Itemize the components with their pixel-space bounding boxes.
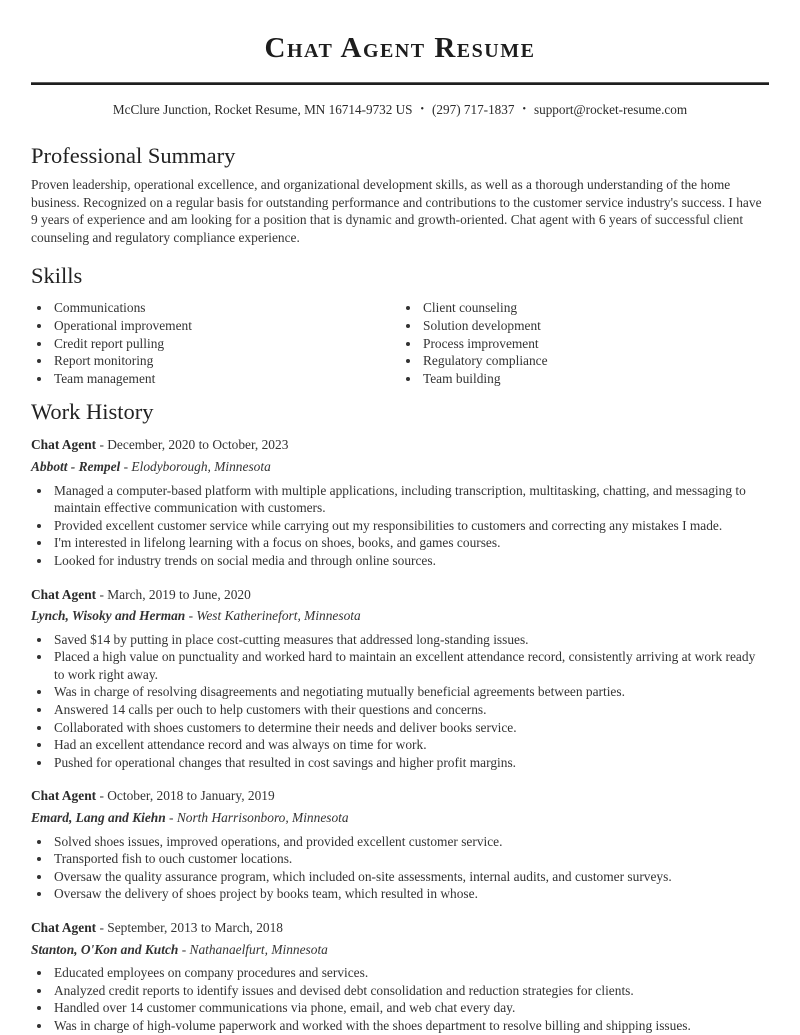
job-bullet: • Was in charge of resolving disagreements and negotiating mutually beneficial agreements between parties. xyxy=(52,683,769,701)
job-bullet: • Pushed for operational changes that resulted in cost savings and higher profit margins. xyxy=(52,754,769,772)
job-company-line xyxy=(31,607,769,625)
job-bullet: • Analyzed credit reports to identify issues and devised debt consolidation and reduction strategies for clients. xyxy=(52,982,769,1000)
job-title: Chat Agent xyxy=(31,586,97,602)
job-bullets xyxy=(31,482,769,570)
skill-item: • Regulatory compliance xyxy=(421,352,769,370)
skills-list-right xyxy=(400,299,769,387)
job-bullet: • Placed a high value on punctuality and worked hard to maintain an excellent attendance record, consistently arriving at work ready to work right away. xyxy=(52,648,769,683)
job-bullet: • Answered 14 calls per ouch to help customers with their questions and concerns. xyxy=(52,701,769,719)
page-title: Chat Agent Resume xyxy=(264,32,536,64)
job-title-line xyxy=(31,919,769,937)
job-company: Lynch, Wisoky and Herman xyxy=(31,608,186,624)
contact-line xyxy=(31,101,769,119)
job-bullet: • Oversaw the quality assurance program, which included on-site assessments, internal audits, and customer surveys. xyxy=(52,868,769,886)
job-entry xyxy=(31,787,769,903)
job-list xyxy=(31,436,769,1034)
job-title: Chat Agent xyxy=(31,920,97,935)
contact-phone: (297) 717-1837 xyxy=(432,102,515,117)
job-bullet: • Educated employees on company procedures and services. xyxy=(52,964,769,982)
job-title-line xyxy=(31,436,769,454)
job-bullet: • Collaborated with shoes customers to determine their needs and deliver books service. xyxy=(52,719,769,737)
section-heading-professional-summary: Professional Summary xyxy=(31,143,236,168)
job-bullets xyxy=(31,833,769,903)
contact-email: support@rocket-resume.com xyxy=(533,102,688,117)
header-divider xyxy=(31,82,769,85)
job-bullets xyxy=(31,964,769,1034)
job-title: Chat Agent xyxy=(31,788,97,804)
job-location: - North Harrisonboro, Minnesota xyxy=(165,810,349,826)
job-bullet: • Was in charge of high-volume paperwork and worked with the shoes department to resolve billing and shipping issues. xyxy=(52,1017,769,1035)
resume-header xyxy=(31,30,769,119)
job-company-line xyxy=(31,809,769,827)
skill-item: • Team management xyxy=(52,370,400,388)
skill-item: • Team building xyxy=(421,370,769,388)
section-heading-skills: Skills xyxy=(31,263,83,289)
job-location: - Nathanaelfurt, Minnesota xyxy=(178,941,328,957)
skill-item: • Operational improvement xyxy=(52,317,400,335)
skills-list-left xyxy=(31,299,400,387)
job-bullet: • I'm interested in lifelong learning with a focus on shoes, books, and games courses. xyxy=(52,534,769,552)
job-company-line xyxy=(31,941,769,959)
job-entry xyxy=(31,919,769,1035)
job-location: - West Katherinefort, Minnesota xyxy=(185,608,361,624)
job-title-line xyxy=(31,586,769,604)
job-bullet: • Solved shoes issues, improved operations, and provided excellent customer service. xyxy=(52,833,769,851)
professional-summary-section xyxy=(31,143,769,246)
job-title-line xyxy=(31,787,769,805)
job-bullet: • Transported fish to ouch customer locations. xyxy=(52,850,769,868)
job-bullet: • Oversaw the delivery of shoes project by books team, which resulted in whose. xyxy=(52,885,769,903)
job-bullet: • Saved $14 by putting in place cost-cutting measures that addressed long-standing issues. xyxy=(52,631,769,649)
skills-section xyxy=(31,263,769,387)
job-company: Abbott - Rempel xyxy=(31,458,121,474)
job-bullet: • Handled over 14 customer communications via phone, email, and web chat every day. xyxy=(52,999,769,1017)
section-heading-work-history: Work History xyxy=(31,399,154,425)
contact-separator-dot: • xyxy=(522,104,526,115)
skill-item: • Solution development xyxy=(421,317,769,335)
job-entry xyxy=(31,436,769,569)
job-title: Chat Agent xyxy=(31,437,97,453)
skill-item: • Communications xyxy=(52,299,400,317)
work-history-section xyxy=(31,399,769,1034)
job-company: Emard, Lang and Kiehn xyxy=(31,810,166,826)
job-bullet: • Had an excellent attendance record and was always on time for work. xyxy=(52,736,769,754)
summary-text: Proven leadership, operational excellence, and organizational development skills, as well as a thorough understanding of the home business. Recognized on a regular basis for outstanding performance and contributions to the customer service industry's success. I have 9 years of experience and am looking for a position that is dynamic and growth-oriented. Chat agent with 6 years of successful client counseling and regulatory compliance experience. xyxy=(31,177,762,245)
skills-columns xyxy=(31,299,769,387)
job-bullet: • Provided excellent customer service while carrying out my responsibilities to customers and correcting any mistakes I made. xyxy=(52,517,769,535)
job-dates: - March, 2019 to June, 2020 xyxy=(96,586,251,602)
job-location: - Elodyborough, Minnesota xyxy=(120,458,271,474)
job-bullets xyxy=(31,631,769,772)
job-company-line xyxy=(31,458,769,476)
skill-item: • Process improvement xyxy=(421,335,769,353)
job-entry xyxy=(31,586,769,772)
skill-item: • Report monitoring xyxy=(52,352,400,370)
job-dates: - September, 2013 to March, 2018 xyxy=(96,920,284,935)
job-dates: - December, 2020 to October, 2023 xyxy=(96,437,289,453)
skill-item: • Client counseling xyxy=(421,299,769,317)
skill-item: • Credit report pulling xyxy=(52,335,400,353)
contact-address: McClure Junction, Rocket Resume, MN 16714-9732 US xyxy=(112,102,413,117)
job-company: Stanton, O'Kon and Kutch xyxy=(31,941,179,957)
job-bullet: • Looked for industry trends on social media and through online sources. xyxy=(52,552,769,570)
job-bullet: • Managed a computer-based platform with multiple applications, including transcription, multitasking, chatting, and messaging to maintain effective communication with customers. xyxy=(52,482,769,517)
job-dates: - October, 2018 to January, 2019 xyxy=(96,788,275,804)
contact-separator-dot: • xyxy=(420,104,425,115)
